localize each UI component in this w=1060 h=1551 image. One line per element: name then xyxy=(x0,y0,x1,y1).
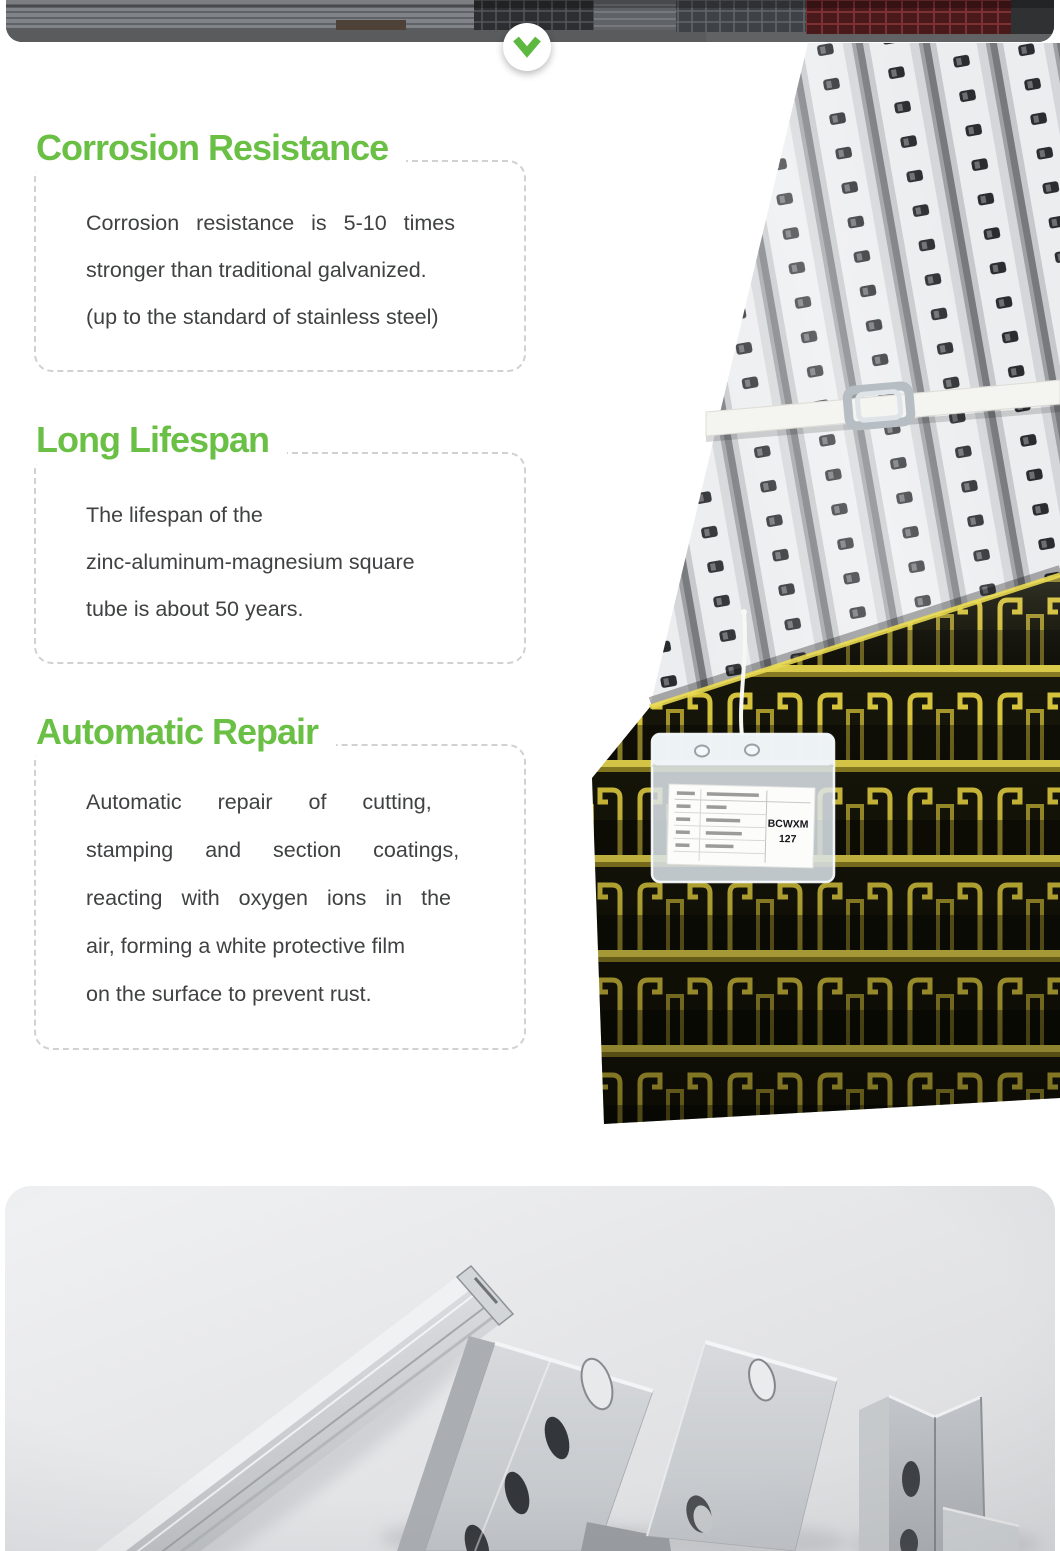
feature-section-automatic-repair xyxy=(34,712,526,1050)
product-photo-strut-channels xyxy=(555,40,1060,1135)
feature-text-line: The lifespan of the xyxy=(86,503,263,527)
feature-box xyxy=(34,452,526,664)
feature-text-line: Automatic repair of cutting, xyxy=(86,790,432,814)
scroll-down-button[interactable] xyxy=(503,23,551,71)
brackets-photo xyxy=(5,1186,1055,1551)
feature-box xyxy=(34,160,526,372)
feature-title: Automatic Repair xyxy=(34,712,336,756)
feature-box xyxy=(34,744,526,1050)
feature-text-line: stronger than traditional galvanized. xyxy=(86,258,427,282)
feature-section-corrosion-resistance xyxy=(34,128,526,372)
feature-text-line: tube is about 50 years. xyxy=(86,597,304,621)
tag-number: 127 xyxy=(778,832,797,846)
feature-text-line: on the surface to prevent rust. xyxy=(86,982,372,1006)
brackets-photo-art xyxy=(5,1186,1055,1551)
feature-section-long-lifespan xyxy=(34,420,526,664)
tag-code: BCWXM xyxy=(767,817,809,831)
feature-text-line: zinc-aluminum-magnesium square xyxy=(86,550,415,574)
feature-text-line: (up to the standard of stainless steel) xyxy=(86,305,439,329)
feature-title: Corrosion Resistance xyxy=(34,128,406,172)
chevron-down-icon xyxy=(512,35,542,59)
feature-title: Long Lifespan xyxy=(34,420,287,464)
tag-label-card xyxy=(667,784,815,868)
feature-text-line: Corrosion resistance is 5-10 times xyxy=(86,211,456,235)
feature-text-line: reacting with oxygen ions in the xyxy=(86,886,451,910)
feature-text-line: stamping and section coatings, xyxy=(86,838,460,862)
feature-text-line: air, forming a white protective film xyxy=(86,934,406,958)
